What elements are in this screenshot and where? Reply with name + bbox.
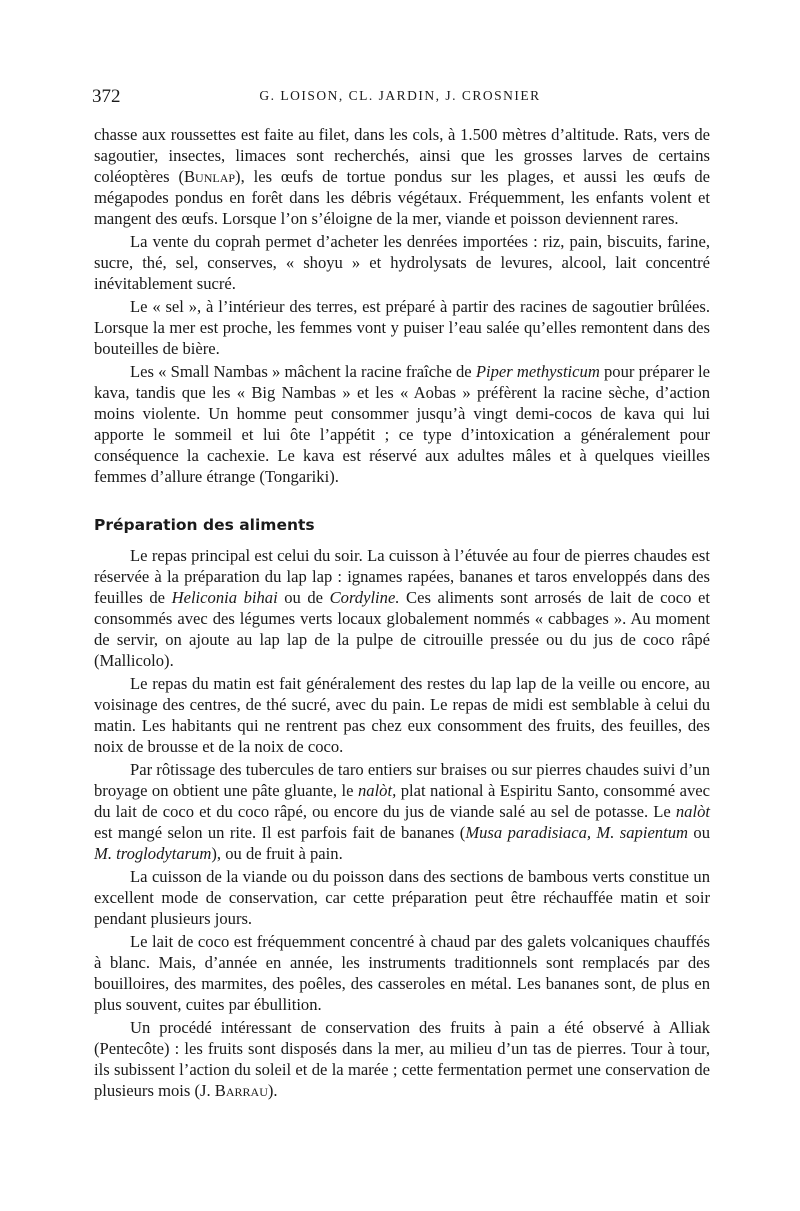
paragraph: La cuisson de la viande ou du poisson dans des sections de bambous verts constitue un excellent mode de conservation, car cette préparation peut être réchauffée matin et soir pendant plusieurs jours.: [94, 867, 710, 928]
paragraph: Un procédé intéressant de conservation des fruits à pain a été observé à Alliak (Pentecôte) : les fruits sont disposés dans la mer, au milieu d’un tas de pierres. Tour à tour, ils subissent l’action du soleil et de la marée ; cette fermentation permet une conservation de plusieurs mois (J. Barrau).: [94, 1018, 710, 1100]
species-name: M. troglodytarum: [94, 844, 212, 863]
paragraph: Les « Small Nambas » mâchent la racine fraîche de Piper methysticum pour préparer le kava, tandis que les « Big Nambas » et les « Aobas » préfèrent la racine sèche, d’action moins violente. Un homme peut consommer jusqu’à vingt demi-cocos de kava qui lui apporte le sommeil et lui ôte l’appétit ; ce type d’intoxication a généralement pour conséquence la cachexie. Le kava est réservé aux adultes mâles et à quelques vieilles femmes d’allure étrange (Tongariki).: [94, 362, 711, 486]
author-name: Bunlap: [183, 167, 236, 186]
species-name: Heliconia bihai: [171, 588, 278, 607]
paragraph: Le lait de coco est fréquemment concentré à chaud par des galets volcaniques chauffés à blanc. Mais, d’année en année, les instruments traditionnels sont remplacés par des bouilloires, des marmites, des poêles, des casseroles en métal. Les bananes sont, de plus en plus souvent, cuites par ébullition.: [94, 932, 710, 1014]
paragraph: Le repas du matin est fait généralement des restes du lap lap de la veille ou encore, au voisinage des centres, de thé sucré, avec du pain. Le repas de midi est semblable à celui du matin. Les habitants qui ne rentrent pas chez eux consomment des fruits, des feuilles, des noix de brousse et de la noix de coco.: [94, 674, 710, 756]
dish-name: nalòt: [675, 802, 710, 821]
paragraph: Par rôtissage des tubercules de taro entiers sur braises ou sur pierres chaudes suivi d’un broyage on obtient une pâte gluante, le nalòt, plat national à Espiritu Santo, consommé avec du lait de coco et du coco râpé, ou encore du jus de viande salé au sel de potasse. Le nalòt est mangé selon un rite. Il est parfois fait de bananes (Musa paradisiaca, M. sapientum ou M. troglodytarum), ou de fruit à pain.: [94, 760, 710, 863]
section-heading: Préparation des aliments: [94, 516, 315, 534]
page-header: [92, 86, 708, 110]
paragraph: chasse aux roussettes est faite au filet, dans les cols, à 1.500 mètres d’altitude. Rats, vers de sagoutier, insectes, limaces sont recherchés, ainsi que les grosses larves de certains coléoptères (Bunlap), les œufs de tortue pondus sur les plages, et aussi les œufs de mégapodes pondus en forêt dans les débris végétaux. Fréquemment, les enfants volent et mangent des œufs. Lorsque l’on s’éloigne de la mer, viande et poisson deviennent rares.: [94, 125, 710, 228]
dish-name: nalòt,: [357, 781, 397, 800]
running-head: G. LOISON, CL. JARDIN, J. CROSNIER: [259, 88, 541, 103]
species-name: Piper methysticum: [475, 362, 600, 381]
species-name: Musa paradisiaca, M. sapientum: [465, 823, 688, 842]
species-name: Cordyline.: [329, 588, 400, 607]
author-name: Barrau: [214, 1081, 268, 1100]
paragraph: La vente du coprah permet d’acheter les denrées importées : riz, pain, biscuits, farine, sucre, thé, sel, conserves, « shoyu » et hydrolysats de levures, alcool, lait concentré inévitablement sucré.: [94, 232, 710, 293]
page-number: 372: [92, 86, 121, 107]
paragraph: Le repas principal est celui du soir. La cuisson à l’étuvée au four de pierres chaudes est réservée à la préparation du lap lap : ignames rapées, bananes et taros enveloppés dans des feuilles de Heliconia bihai ou de Cordyline. Ces aliments sont arrosés de lait de coco et consommés avec des légumes verts locaux globalement nommés « cabbages ». Au moment de servir, on ajoute au lap lap de la pulpe de citrouille pressée ou du jus de coco râpé (Mallicolo).: [94, 546, 710, 670]
body-text: [94, 124, 710, 1101]
paragraph: Le « sel », à l’intérieur des terres, est préparé à partir des racines de sagoutier brûlées. Lorsque la mer est proche, les femmes vont y puiser l’eau salée qu’elles remontent dans des bouteilles de bière.: [94, 297, 710, 358]
